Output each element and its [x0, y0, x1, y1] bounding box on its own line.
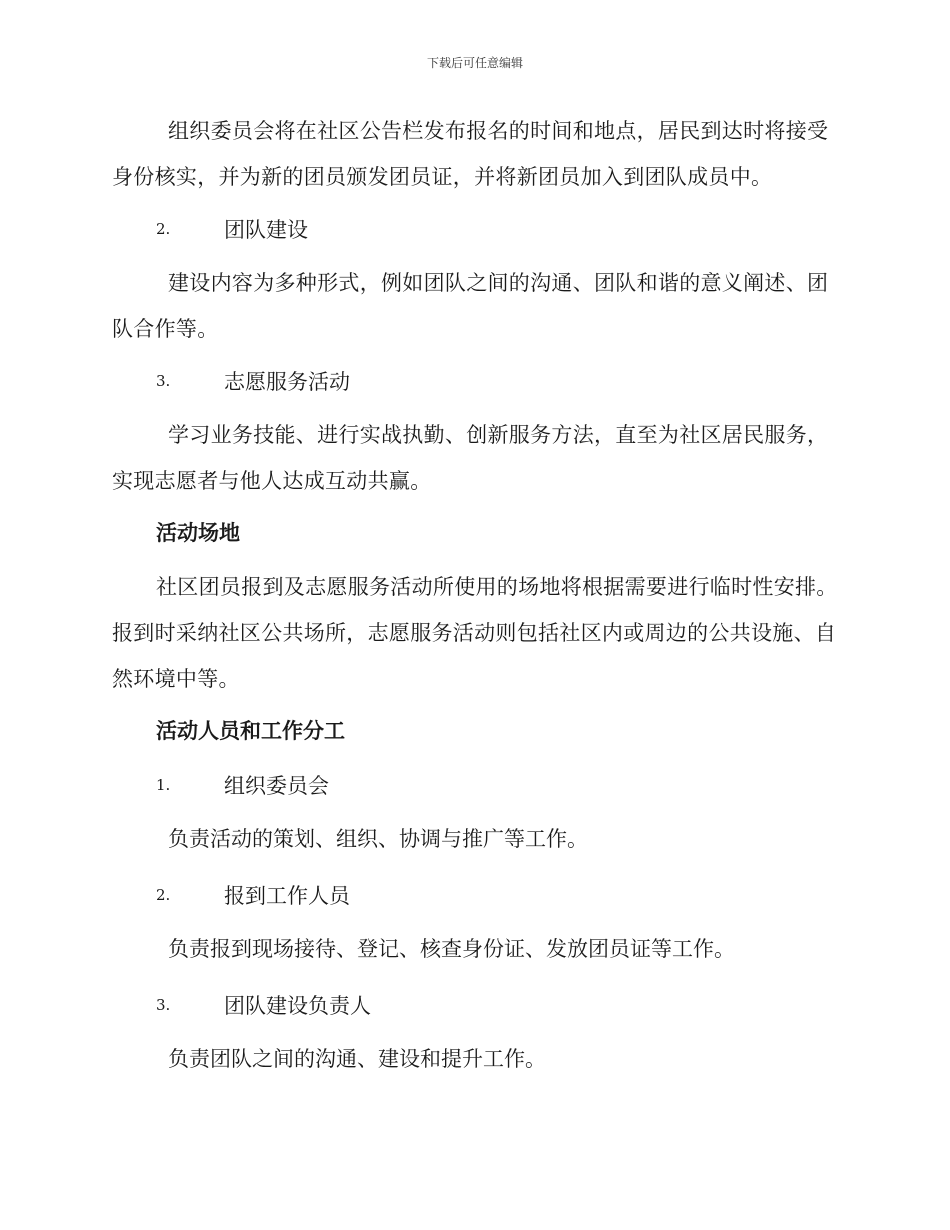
list-item-volunteer — [112, 358, 842, 404]
paragraph-registration: 组织委员会将在社区公告栏发布报名的时间和地点，居民到达时将接受身份核实，并为新的团员颁发团员证，并将新团员加入到团队成员中。 — [112, 119, 829, 189]
list-title: 团队建设负责人 — [224, 994, 371, 1018]
list-title: 团队建设 — [224, 218, 308, 242]
section-title-venue: 活动场地 — [156, 520, 240, 545]
section-title-staff: 活动人员和工作分工 — [156, 718, 345, 743]
paragraph-team-building: 建设内容为多种形式，例如团队之间的沟通、团队和谐的意义阐述、团队合作等。 — [112, 271, 829, 341]
document-body — [112, 108, 842, 1092]
header-note: 下载后可任意编辑 — [426, 56, 523, 70]
list-title: 报到工作人员 — [224, 884, 350, 908]
list-number: 3. — [156, 372, 171, 390]
list-number: 2. — [156, 886, 171, 904]
list-number: 2. — [156, 220, 171, 238]
list-number: 1. — [156, 776, 171, 794]
paragraph-volunteer: 学习业务技能、进行实战执勤、创新服务方法，直至为社区居民服务，实现志愿者与他人达成互动共赢。 — [112, 423, 829, 493]
desc-checkin-staff: 负责报到现场接待、登记、核查身份证、发放团员证等工作。 — [168, 937, 735, 961]
list-item-team-building — [112, 206, 842, 252]
list-title: 志愿服务活动 — [224, 370, 350, 394]
list-item-team-lead — [112, 982, 842, 1028]
list-item-committee — [112, 762, 842, 808]
list-number: 3. — [156, 996, 171, 1014]
list-item-checkin-staff — [112, 872, 842, 918]
paragraph-venue: 社区团员报到及志愿服务活动所使用的场地将根据需要进行临时性安排。报到时采纳社区公共场所，志愿服务活动则包括社区内或周边的公共设施、自然环境中等。 — [112, 575, 838, 691]
list-title: 组织委员会 — [224, 774, 329, 798]
desc-team-lead: 负责团队之间的沟通、建设和提升工作。 — [168, 1047, 546, 1071]
desc-committee: 负责活动的策划、组织、协调与推广等工作。 — [168, 827, 588, 851]
